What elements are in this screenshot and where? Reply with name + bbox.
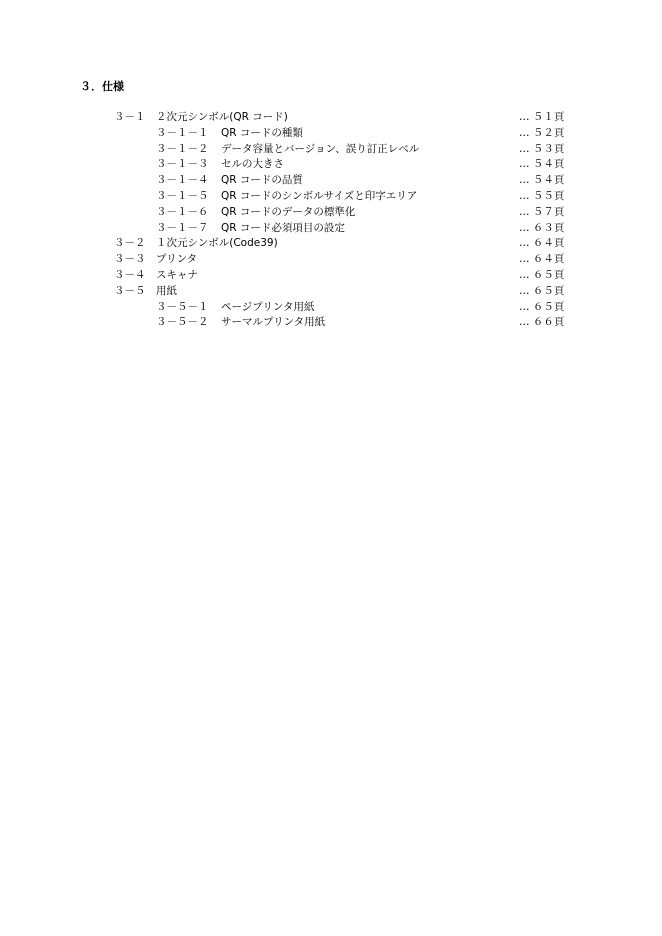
- toc-entry-page: … ６４頁: [519, 253, 565, 266]
- toc-entry-number: ３－１: [114, 111, 146, 123]
- toc-entry-title: データ容量とバージョン、誤り訂正レベル: [221, 142, 420, 155]
- toc-entry-title: ２次元シンボル(QR コード): [156, 111, 288, 123]
- toc-entry-page: … ６５頁: [519, 300, 565, 313]
- toc-entry-title: QR コードのデータの標準化: [221, 205, 356, 218]
- toc-entry-number: ３－１－４: [156, 174, 209, 187]
- toc-entry-title: QR コード必須項目の設定: [221, 221, 345, 234]
- toc-entry-page: … ５２頁: [519, 126, 565, 139]
- toc-entry-number: ３－２: [114, 237, 146, 250]
- toc-entry-page: … ５４頁: [519, 158, 565, 171]
- toc-entry-page: … ５１頁: [519, 111, 565, 123]
- toc-entry-title: QR コードの種類: [221, 126, 303, 139]
- toc-entry-title: QR コードのシンボルサイズと印字エリア: [221, 189, 418, 202]
- toc-entry-number: ３－３: [114, 253, 146, 266]
- toc-entry-number: ３－１－２: [156, 142, 209, 155]
- toc-entry: [0, 189, 662, 205]
- toc-entry-number: ３－１－５: [156, 189, 209, 202]
- toc-entry-page: … ５５頁: [519, 189, 565, 202]
- toc-entry-number: ３－１－１: [156, 126, 209, 139]
- toc-entry-title: QR コードの品質: [221, 174, 303, 187]
- toc-entry-number: ３－４: [114, 268, 146, 281]
- toc-entry-page: … ６６頁: [519, 316, 565, 329]
- toc-entry-page: … ６４頁: [519, 237, 565, 250]
- toc-entry: [0, 268, 662, 284]
- toc-entry-number: ３－１－３: [156, 158, 209, 171]
- toc-entry-page: … ５３頁: [519, 142, 565, 155]
- toc-entry-number: ３－１－７: [156, 221, 209, 234]
- toc-entry: [0, 315, 662, 331]
- toc-entry: [0, 110, 662, 126]
- toc-entry: [0, 205, 662, 221]
- toc-entry-title: ページプリンタ用紙: [221, 300, 315, 313]
- toc-entry-page: … ６５頁: [519, 284, 565, 297]
- toc-entry-page: … ６３頁: [519, 221, 565, 234]
- toc-entry-page: … ５７頁: [519, 205, 565, 218]
- toc-entry-title: セルの大きさ: [221, 158, 284, 171]
- section-heading: ３．仕様: [80, 80, 124, 93]
- toc-entry-title: スキャナ: [156, 268, 198, 281]
- toc-entry-number: ３－１－６: [156, 205, 209, 218]
- toc-entry-title: １次元シンボル(Code39): [156, 237, 278, 250]
- toc-entry: [0, 126, 662, 142]
- toc-entry: [0, 221, 662, 237]
- toc-entry-page: … ６５頁: [519, 268, 565, 281]
- toc-entry-number: ３－５－１: [156, 300, 209, 313]
- toc-entry: [0, 284, 662, 300]
- toc-entry: [0, 300, 662, 316]
- toc-entry: [0, 252, 662, 268]
- toc-entry: [0, 173, 662, 189]
- toc-entry-title: プリンタ: [156, 253, 198, 266]
- toc-entry: [0, 142, 662, 158]
- toc-entry-number: ３－５－２: [156, 316, 209, 329]
- table-of-contents: [0, 110, 662, 331]
- toc-entry-number: ３－５: [114, 284, 146, 297]
- toc-entry: [0, 157, 662, 173]
- toc-entry-title: 用紙: [156, 284, 177, 297]
- toc-entry: [0, 236, 662, 252]
- toc-entry-page: … ５４頁: [519, 174, 565, 187]
- toc-entry-title: サーマルプリンタ用紙: [221, 316, 326, 329]
